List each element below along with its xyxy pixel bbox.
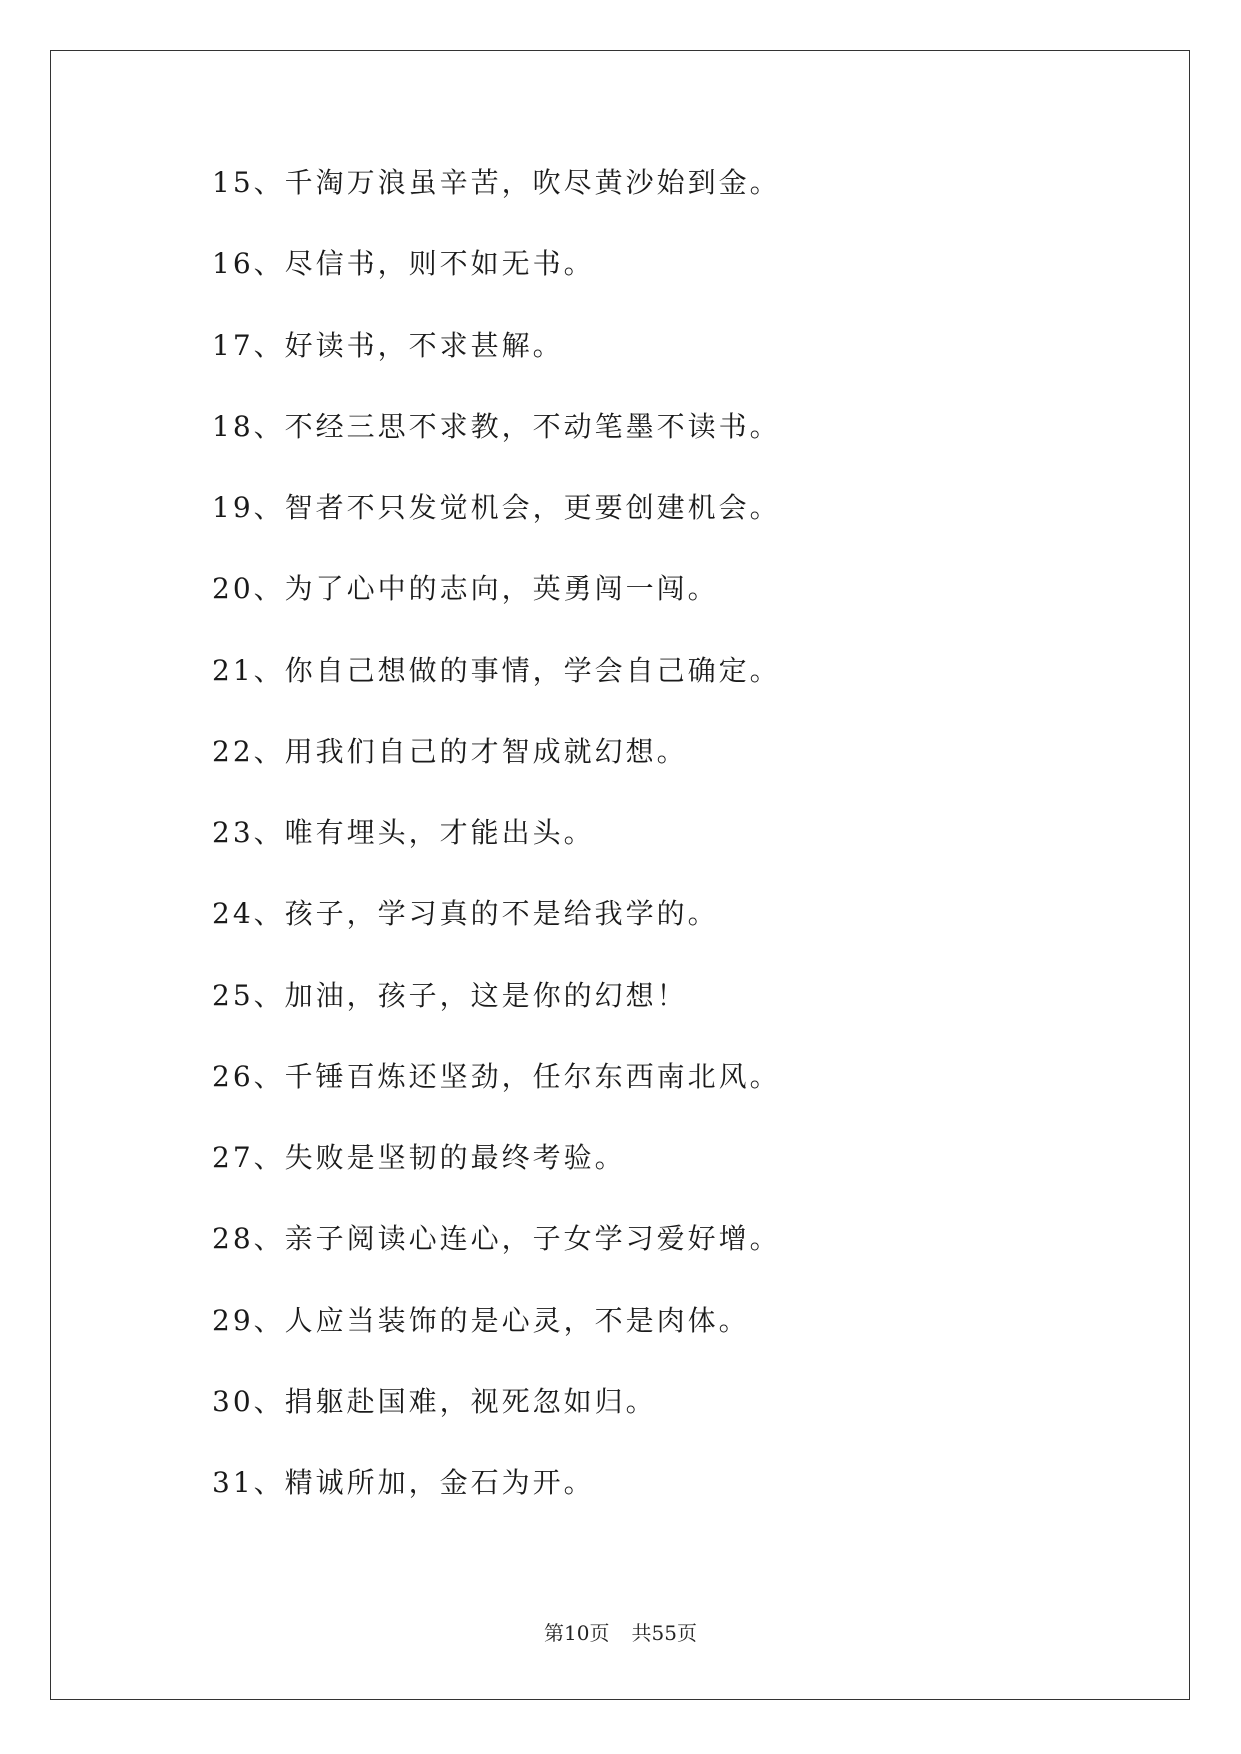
list-item: 30、捐躯赴国难，视死忽如归。: [212, 1384, 657, 1418]
page-footer: [0, 1617, 1241, 1646]
quote-list: [212, 168, 781, 1549]
list-item: 25、加油，孩子，这是你的幻想！: [212, 978, 688, 1012]
list-item: 22、用我们自己的才智成就幻想。: [212, 734, 688, 768]
list-item: 16、尽信书，则不如无书。: [212, 247, 595, 281]
list-item: 26、千锤百炼还坚劲，任尔东西南北风。: [212, 1059, 781, 1093]
list-item: 15、千淘万浪虽辛苦，吹尽黄沙始到金。: [212, 166, 781, 199]
list-item: 28、亲子阅读心连心，子女学习爱好增。: [212, 1222, 781, 1256]
list-item: 19、智者不只发觉机会，更要创建机会。: [212, 491, 781, 524]
list-item: 23、唯有埋头，才能出头。: [212, 816, 595, 849]
list-item: 27、失败是坚韧的最终考验。: [212, 1141, 626, 1174]
list-item: 31、精诚所加，金石为开。: [212, 1466, 595, 1499]
list-item: 29、人应当装饰的是心灵，不是肉体。: [212, 1303, 750, 1337]
total-page-count: 共55页: [631, 1621, 697, 1645]
list-item: 24、孩子，学习真的不是给我学的。: [212, 897, 719, 931]
list-item: 20、为了心中的志向，英勇闯一闯。: [212, 572, 719, 606]
list-item: 17、好读书，不求甚解。: [212, 328, 564, 362]
list-item: 21、你自己想做的事情，学会自己确定。: [212, 653, 781, 687]
list-item: 18、不经三思不求教，不动笔墨不读书。: [212, 409, 781, 443]
current-page-number: 第10页: [544, 1621, 610, 1645]
